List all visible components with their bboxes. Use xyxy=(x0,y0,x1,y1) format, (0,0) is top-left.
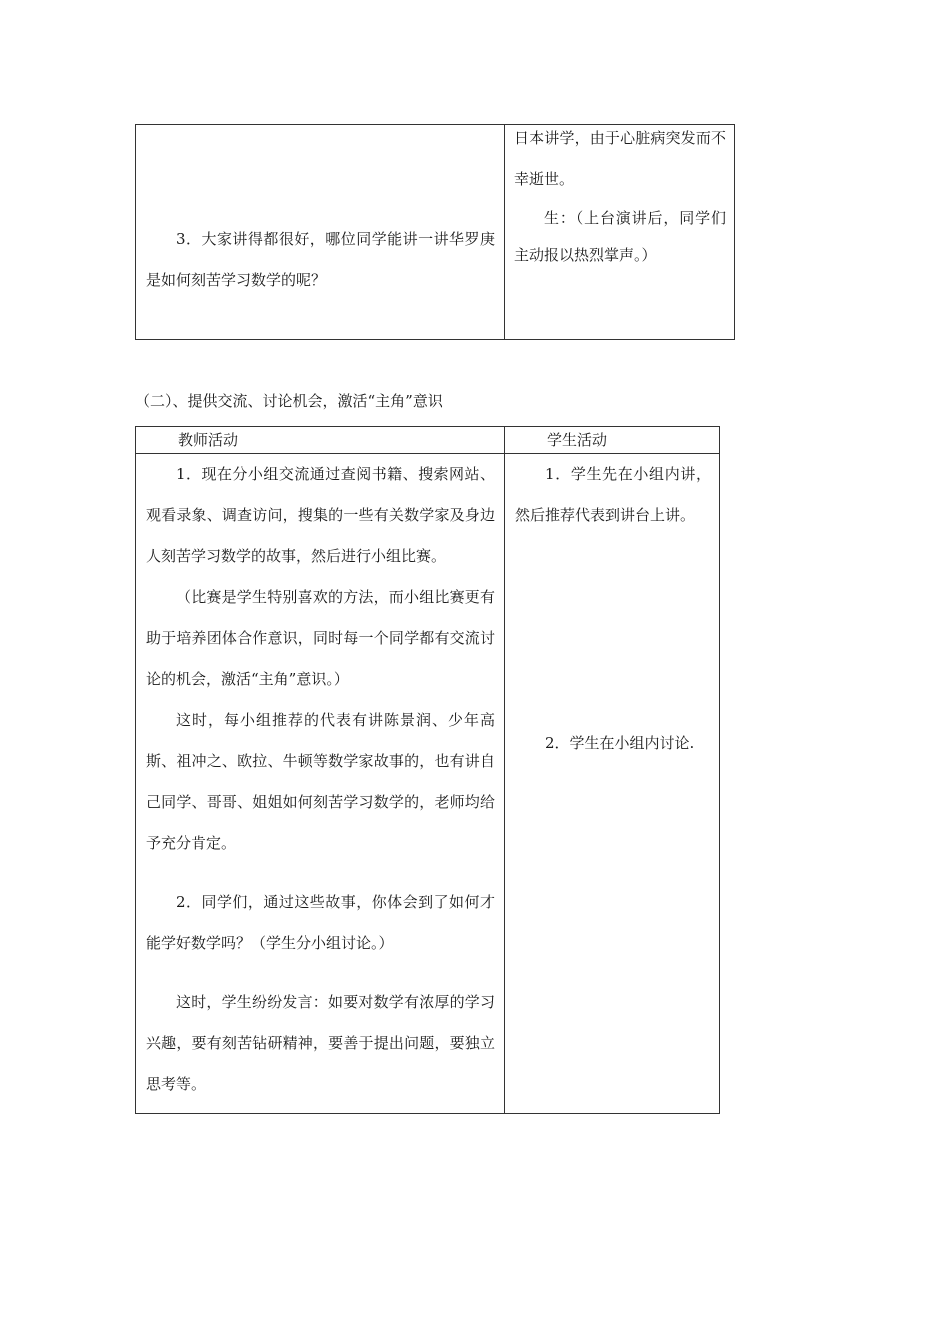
table-row xyxy=(136,125,735,340)
teacher-activity-cell xyxy=(136,125,505,340)
header-student-cell xyxy=(505,427,720,454)
header-student: 学生活动 xyxy=(547,431,608,449)
teacher-question-3: 3．大家讲得都很好，哪位同学能讲一讲华罗庚是如何刻苦学习数学的呢？ xyxy=(146,230,495,289)
table-row xyxy=(136,454,720,1114)
teacher-paragraph: 这时，每小组推荐的代表有讲陈景润、少年高斯、祖冲之、欧拉、牛顿等数学家故事的，也有讲自己同学、哥哥、姐姐如何刻苦学习数学的，老师均给予充分肯定。 xyxy=(146,711,495,852)
table-header-row xyxy=(136,427,720,454)
header-teacher-cell xyxy=(136,427,505,454)
student-text-continued: 日本讲学，由于心脏病突发而不幸逝世。 xyxy=(514,129,726,188)
teacher-activity-cell xyxy=(136,454,505,1114)
teacher-paragraph: 2．同学们，通过这些故事，你体会到了如何才能学好数学吗？（学生分小组讨论。） xyxy=(146,893,495,952)
student-response: 生：（上台演讲后，同学们主动报以热烈掌声。） xyxy=(514,209,726,264)
teacher-paragraph: 这时，学生纷纷发言：如要对数学有浓厚的学习兴趣，要有刻苦钻研精神，要善于提出问题，要独立思考等。 xyxy=(146,993,495,1093)
section-heading: （二）、提供交流、讨论机会，激活“主角”意识 xyxy=(135,392,443,410)
teacher-paragraph: 1．现在分小组交流通过查阅书籍、搜索网站、观看录象、调查访问，搜集的一些有关数学家及身边人刻苦学习数学的故事，然后进行小组比赛。 xyxy=(146,465,495,565)
student-activity-cell xyxy=(505,125,735,340)
lesson-table-continued xyxy=(135,124,735,340)
lesson-activity-table xyxy=(135,426,720,1114)
teacher-paragraph: （比赛是学生特别喜欢的方法，而小组比赛更有助于培养团体合作意识，同时每一个同学都有交流讨论的机会，激活“主角”意识。） xyxy=(146,588,495,688)
student-paragraph: 2．学生在小组内讨论. xyxy=(545,734,695,752)
header-teacher: 教师活动 xyxy=(178,431,239,449)
student-activity-cell xyxy=(505,454,720,1114)
student-paragraph: 1．学生先在小组内讲，然后推荐代表到讲台上讲。 xyxy=(515,465,711,524)
